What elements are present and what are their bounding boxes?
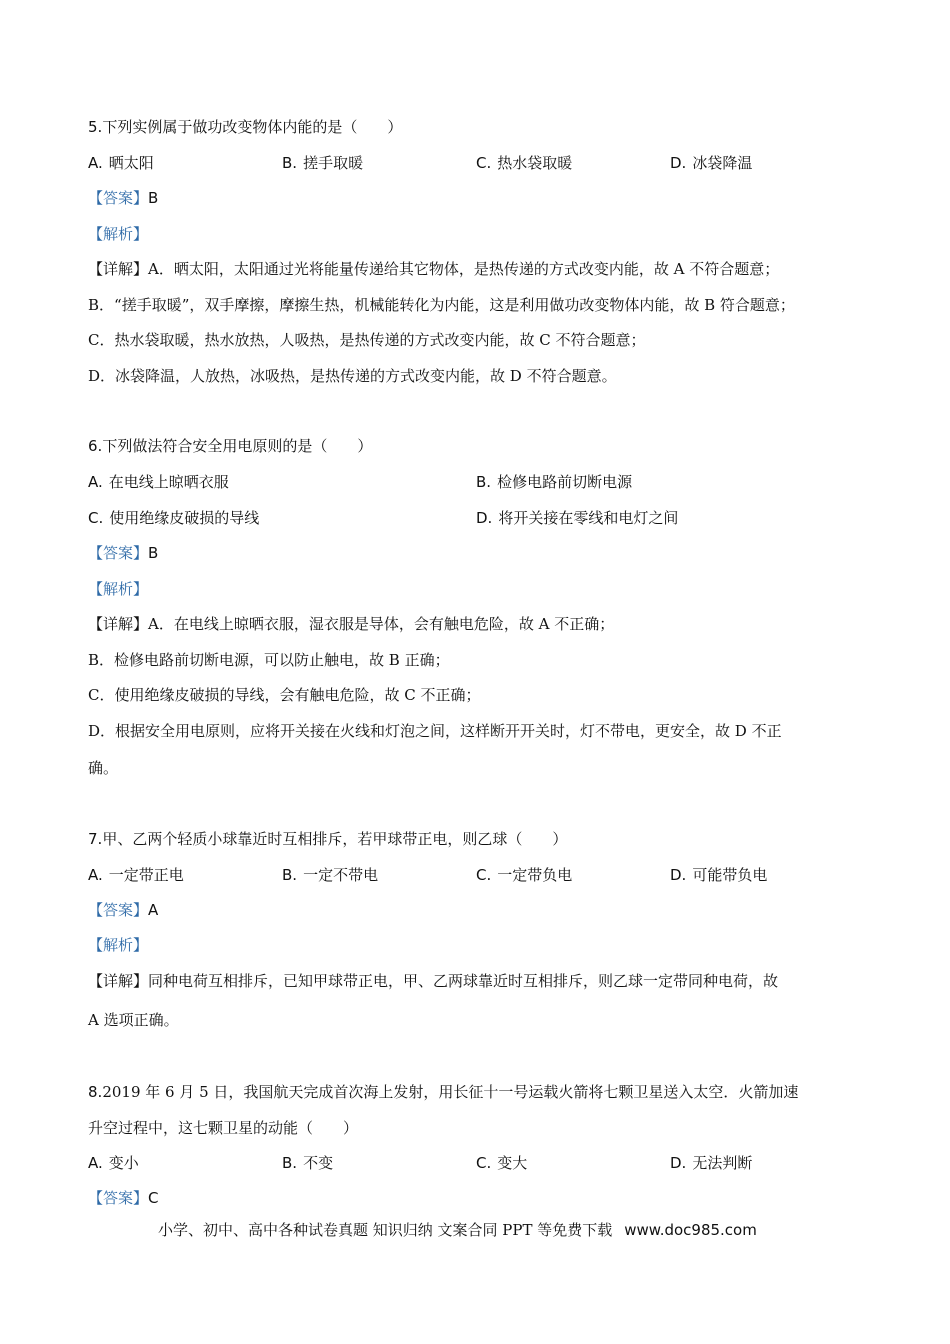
answer-value: A bbox=[148, 901, 159, 919]
q5-detail-line: D．冰袋降温，人放热，冰吸热，是热传递的方式改变内能，故 D 不符合题意。 bbox=[88, 367, 617, 385]
q5-option-d: D. 冰袋降温 bbox=[670, 154, 753, 172]
answer-label: 【答案】 bbox=[88, 544, 149, 562]
q7-option-c: C. 一定带负电 bbox=[476, 866, 573, 884]
q6-detail-line: 确。 bbox=[88, 759, 119, 777]
q7-detail-line: 【详解】同种电荷互相排斥，已知甲球带正电，甲、乙两球靠近时互相排斥，则乙球一定带同种电荷，故 bbox=[88, 972, 779, 990]
q6-option-a: A. 在电线上晾晒衣服 bbox=[88, 473, 229, 491]
q7-detail-line: A 选项正确。 bbox=[88, 1011, 179, 1029]
analysis-label: 【解析】 bbox=[88, 225, 149, 243]
footer-text: 小学、初中、高中各种试卷真题 知识归纳 文案合同 PPT 等免费下载 bbox=[158, 1221, 613, 1239]
q6-detail-line: D．根据安全用电原则，应将开关接在火线和灯泡之间，这样断开开关时，灯不带电，更安全，故 D 不正 bbox=[88, 722, 782, 740]
q8-option-c: C. 变大 bbox=[476, 1154, 528, 1172]
q5-stem-text: 下列实例属于做功改变物体内能的是（ ） bbox=[102, 118, 403, 136]
q5-detail-line: B．“搓手取暖”，双手摩擦，摩擦生热，机械能转化为内能，这是利用做功改变物体内能，故 B 符合题意； bbox=[88, 296, 795, 314]
q5-option-b: B. 搓手取暖 bbox=[282, 154, 364, 172]
q8-answer bbox=[88, 1188, 159, 1208]
q6-stem bbox=[88, 436, 372, 456]
q8-stem-line2: 升空过程中，这七颗卫星的动能（ ） bbox=[88, 1119, 359, 1137]
q6-answer bbox=[88, 543, 158, 563]
q8-number: 8. bbox=[88, 1083, 103, 1101]
q7-answer bbox=[88, 900, 158, 920]
q8-stem bbox=[88, 1082, 798, 1102]
q5-detail-line: C．热水袋取暖，热水放热，人吸热，是热传递的方式改变内能，故 C 不符合题意； bbox=[88, 331, 646, 349]
q6-detail-line: 【详解】A．在电线上晾晒衣服，湿衣服是导体，会有触电危险，故 A 不正确； bbox=[88, 615, 615, 633]
q6-detail-line: C．使用绝缘皮破损的导线，会有触电危险，故 C 不正确； bbox=[88, 686, 481, 704]
q5-option-c: C. 热水袋取暖 bbox=[476, 154, 573, 172]
q5-detail-line: 【详解】A．晒太阳，太阳通过光将能量传递给其它物体，是热传递的方式改变内能，故 A 不符合题意； bbox=[88, 260, 780, 278]
q5-number: 5. bbox=[88, 118, 103, 136]
q7-stem-text: 甲、乙两个轻质小球靠近时互相排斥，若甲球带正电，则乙球（ ） bbox=[102, 830, 568, 848]
answer-label: 【答案】 bbox=[88, 1189, 149, 1207]
q6-number: 6. bbox=[88, 437, 103, 455]
answer-value: B bbox=[148, 544, 159, 562]
answer-label: 【答案】 bbox=[88, 189, 149, 207]
q6-option-c: C. 使用绝缘皮破损的导线 bbox=[88, 509, 260, 527]
q8-option-d: D. 无法判断 bbox=[670, 1154, 753, 1172]
q6-stem-text: 下列做法符合安全用电原则的是（ ） bbox=[102, 437, 373, 455]
answer-label: 【答案】 bbox=[88, 901, 149, 919]
detail-label: 【详解】 bbox=[88, 260, 149, 278]
analysis-label: 【解析】 bbox=[88, 580, 149, 598]
q7-option-d: D. 可能带负电 bbox=[670, 866, 768, 884]
q5-answer bbox=[88, 188, 158, 208]
q7-number: 7. bbox=[88, 830, 103, 848]
page-footer bbox=[158, 1220, 757, 1240]
footer-url[interactable]: www.doc985.com bbox=[624, 1221, 757, 1239]
q6-option-b: B. 检修电路前切断电源 bbox=[476, 473, 633, 491]
analysis-label: 【解析】 bbox=[88, 936, 149, 954]
detail-label: 【详解】 bbox=[88, 615, 149, 633]
q7-analysis bbox=[88, 935, 148, 955]
detail-label: 【详解】 bbox=[88, 972, 149, 990]
q6-analysis bbox=[88, 579, 148, 599]
q5-stem bbox=[88, 117, 402, 137]
q8-option-b: B. 不变 bbox=[282, 1154, 334, 1172]
q5-option-a: A. 晒太阳 bbox=[88, 154, 154, 172]
q7-option-a: A. 一定带正电 bbox=[88, 866, 184, 884]
q6-option-d: D. 将开关接在零线和电灯之间 bbox=[476, 509, 679, 527]
q8-option-a: A. 变小 bbox=[88, 1154, 139, 1172]
q5-analysis bbox=[88, 224, 148, 244]
q6-detail-line: B．检修电路前切断电源，可以防止触电，故 B 正确； bbox=[88, 651, 450, 669]
answer-value: C bbox=[148, 1189, 159, 1207]
answer-value: B bbox=[148, 189, 159, 207]
q8-stem-text: 2019 年 6 月 5 日，我国航天完成首次海上发射，用长征十一号运载火箭将七颗卫星送入太空．火箭加速 bbox=[102, 1083, 799, 1101]
q7-option-b: B. 一定不带电 bbox=[282, 866, 379, 884]
q7-stem bbox=[88, 829, 567, 849]
